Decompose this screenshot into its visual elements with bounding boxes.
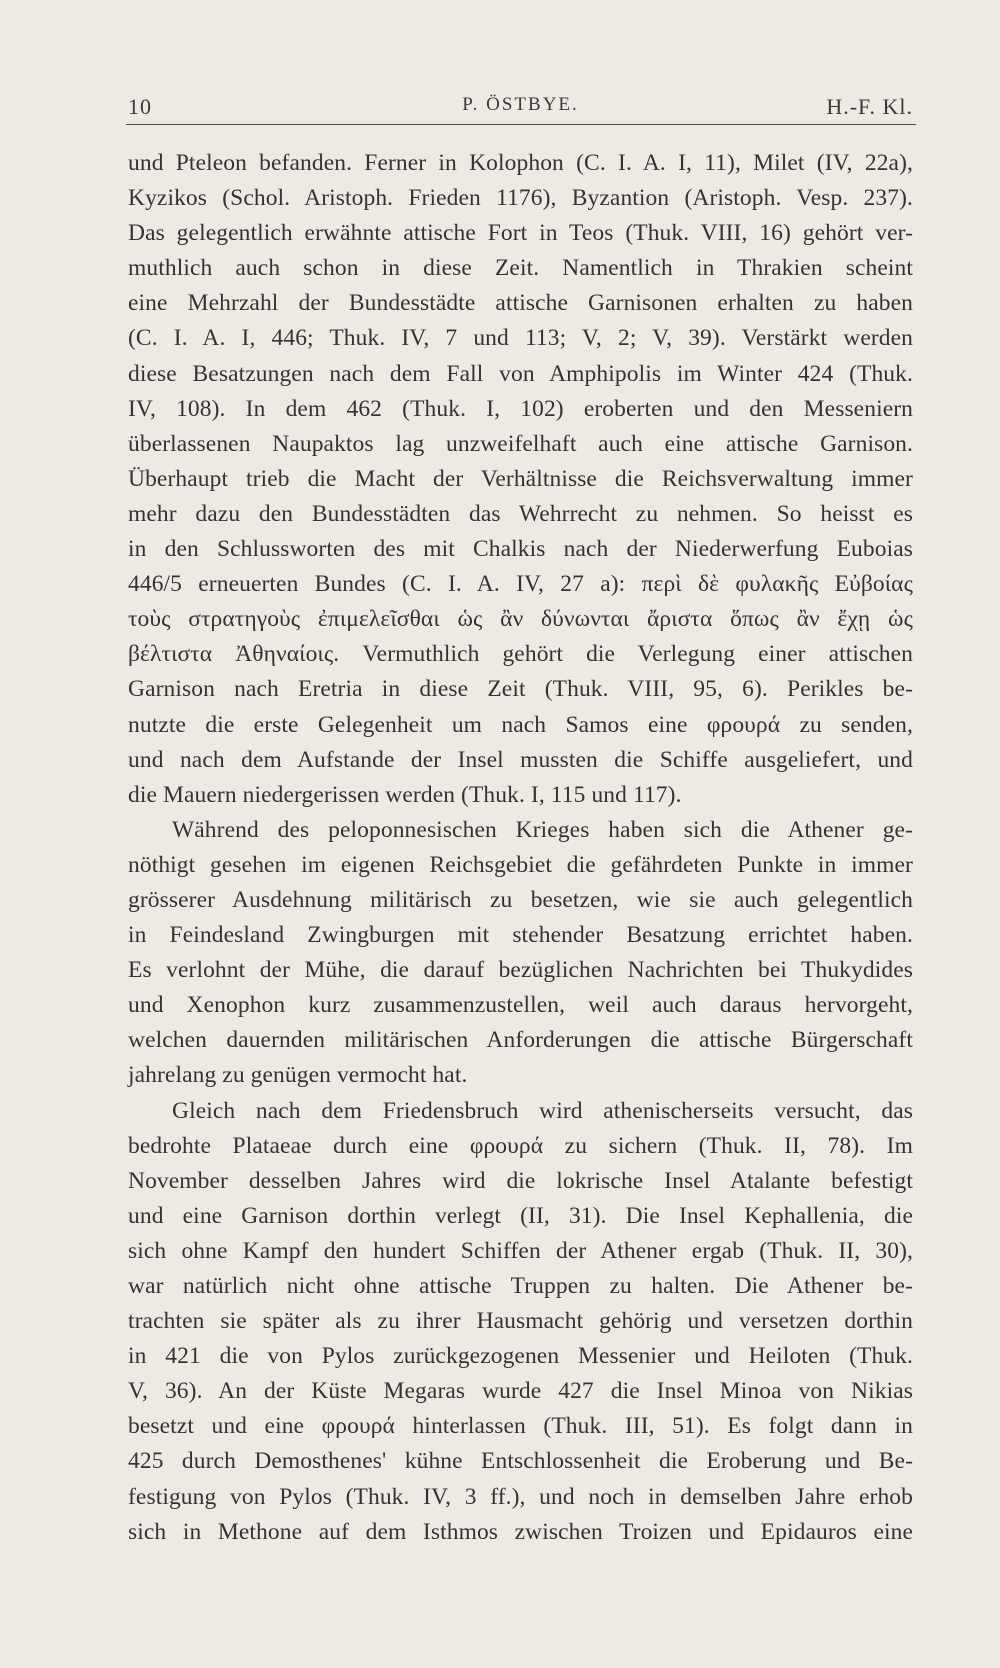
header-rule: [126, 124, 916, 125]
text-line: und Pteleon befanden. Ferner in Kolophon (C. I. A. I, 11), Milet (IV, 22a),: [128, 150, 913, 176]
text-line: und nach dem Aufstande der Insel mussten die Schiffe ausgeliefert, und: [128, 746, 913, 773]
text-line: IV, 108). In dem 462 (Thuk. I, 102) eroberten und den Messeniern: [128, 395, 913, 422]
text-line: Garnison nach Eretria in diese Zeit (Thuk. VIII, 95, 6). Perikles be-: [128, 676, 913, 703]
running-class-label: H.-F. Kl.: [826, 94, 913, 119]
text-line: war natürlich nicht ohne attische Truppen zu halten. Die Athener be-: [128, 1273, 913, 1299]
text-line: in den Schlussworten des mit Chalkis nach der Niederwerfung Euboias: [128, 536, 913, 563]
text-line: Gleich nach dem Friedensbruch wird athenischerseits versucht, das: [172, 1097, 913, 1124]
body-text: [128, 146, 913, 1550]
text-line: Das gelegentlich erwähnte attische Fort in Teos (Thuk. VIII, 16) gehört ver-: [128, 220, 913, 247]
text-line: sich ohne Kampf den hundert Schiffen der Athener ergab (Thuk. II, 30),: [128, 1237, 913, 1264]
text-line: welchen dauernden militärischen Anforderungen die attische Bürgerschaft: [128, 1027, 913, 1054]
text-line: die Mauern niedergerissen werden (Thuk. I, 115 und 117).: [128, 781, 682, 808]
page-number: 10: [128, 94, 152, 119]
text-line: Während des peloponnesischen Krieges haben sich die Athener ge-: [172, 816, 913, 843]
text-line: nutzte die erste Gelegenheit um nach Samos eine φρουρά zu senden,: [128, 711, 913, 738]
text-line: 446/5 erneuerten Bundes (C. I. A. IV, 27 a): περὶ δὲ φυλακῆς Εὐβοίας: [128, 571, 913, 598]
text-line: diese Besatzungen nach dem Fall von Amphipolis im Winter 424 (Thuk.: [128, 360, 913, 387]
text-line: jahrelang zu genügen vermocht hat.: [128, 1062, 468, 1089]
text-line: muthlich auch schon in diese Zeit. Namentlich in Thrakien scheint: [128, 255, 913, 282]
text-line: und eine Garnison dorthin verlegt (II, 31). Die Insel Kephallenia, die: [128, 1202, 913, 1229]
text-line: besetzt und eine φρουρά hinterlassen (Thuk. III, 51). Es folgt dann in: [128, 1413, 913, 1440]
text-line: τοὺς στρατηγοὺς ἐπιμελεῖσθαι ὡς ἂν δύνωνται ἄριστα ὅπως ἂν ἔχῃ ὡς: [128, 606, 913, 633]
text-line: November desselben Jahres wird die lokrische Insel Atalante befestigt: [128, 1167, 913, 1194]
text-line: bedrohte Plataeae durch eine φρουρά zu sichern (Thuk. II, 78). Im: [128, 1132, 913, 1159]
text-line: (C. I. A. I, 446; Thuk. IV, 7 und 113; V, 2; V, 39). Verstärkt werden: [128, 325, 913, 352]
text-line: grösserer Ausdehnung militärisch zu besetzen, wie sie auch gelegentlich: [128, 886, 913, 913]
text-line: Kyzikos (Schol. Aristoph. Frieden 1176), Byzantion (Aristoph. Vesp. 237).: [128, 185, 913, 212]
text-line: Überhaupt trieb die Macht der Verhältnisse die Reichsverwaltung immer: [128, 465, 913, 492]
text-line: und Xenophon kurz zusammenzustellen, weil auch daraus hervorgeht,: [128, 992, 913, 1019]
text-line: überlassenen Naupaktos lag unzweifelhaft auch eine attische Garnison.: [128, 430, 913, 457]
text-line: trachten sie später als zu ihrer Hausmacht gehörig und versetzen dorthin: [128, 1308, 913, 1335]
running-header: [128, 88, 913, 122]
text-line: in 421 die von Pylos zurückgezogenen Messenier und Heiloten (Thuk.: [128, 1343, 913, 1370]
text-line: V, 36). An der Küste Megaras wurde 427 die Insel Minoa von Nikias: [128, 1378, 913, 1405]
text-line: mehr dazu den Bundesstädten das Wehrrecht zu nehmen. So heisst es: [128, 500, 913, 527]
text-line: 425 durch Demosthenes' kühne Entschlossenheit die Eroberung und Be-: [128, 1448, 913, 1475]
text-line: nöthigt gesehen im eigenen Reichsgebiet die gefährdeten Punkte in immer: [128, 851, 913, 878]
text-line: eine Mehrzahl der Bundesstädte attische Garnisonen erhalten zu haben: [128, 290, 913, 317]
text-line: βέλτιστα Ἀθηναίοις. Vermuthlich gehört die Verlegung einer attischen: [128, 641, 913, 668]
running-author: P. ÖSTBYE.: [462, 94, 579, 115]
text-line: sich in Methone auf dem Isthmos zwischen Troizen und Epidauros eine: [128, 1518, 913, 1545]
text-line: Es verlohnt der Mühe, die darauf bezüglichen Nachrichten bei Thukydides: [128, 957, 913, 984]
text-line: in Feindesland Zwingburgen mit stehender Besatzung errichtet haben.: [128, 922, 913, 949]
text-line: festigung von Pylos (Thuk. IV, 3 ff.), und noch in demselben Jahre erhob: [128, 1483, 913, 1510]
